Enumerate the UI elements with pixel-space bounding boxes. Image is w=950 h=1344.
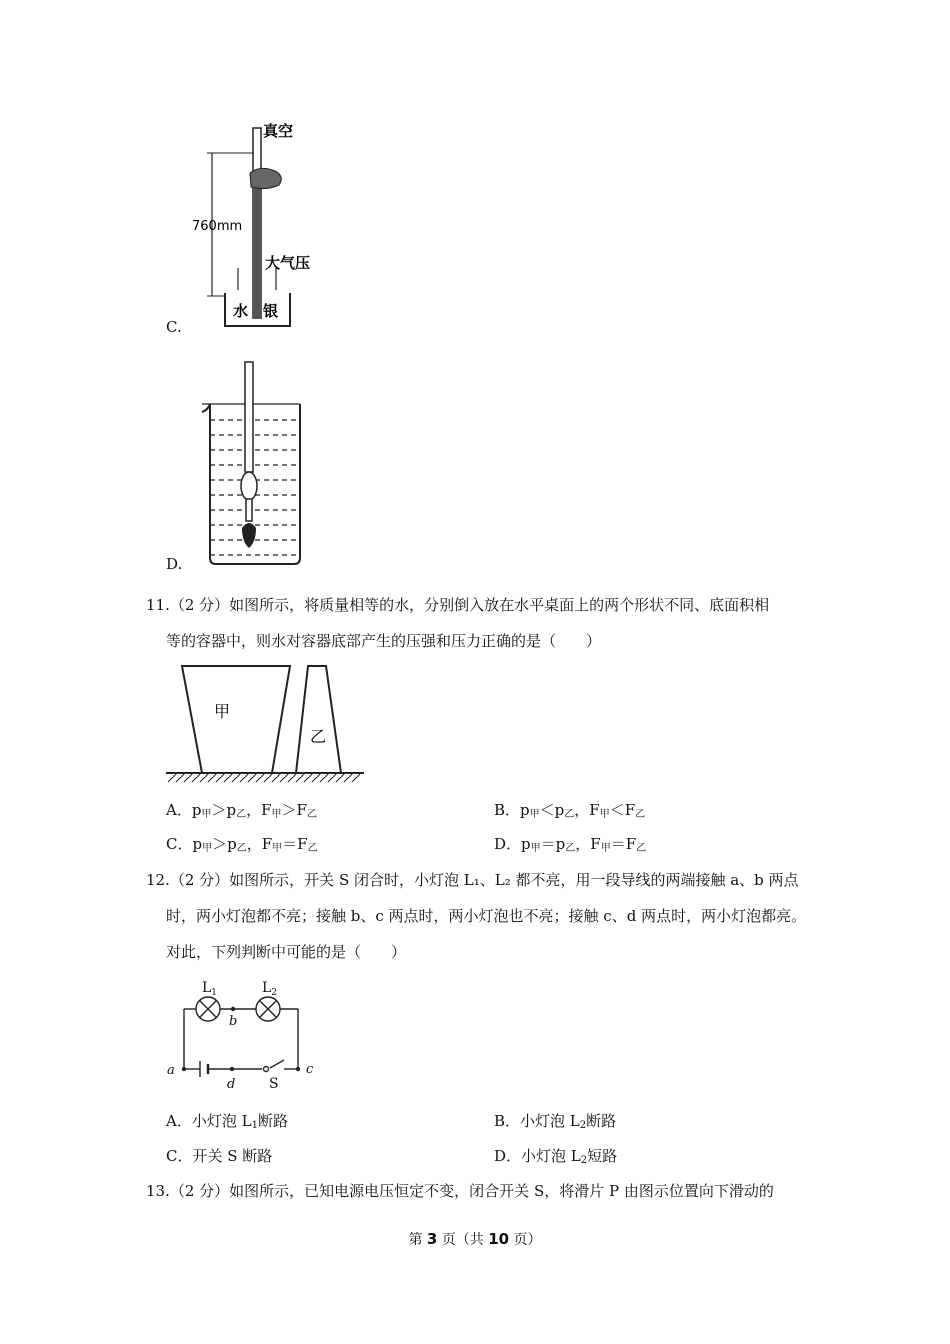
q11-stem-line1 [146, 595, 769, 615]
q12-stem-line3: 对此，下列判断中可能的是（ ） [166, 943, 407, 961]
svg-text:L2 [262, 980, 277, 998]
page-total: 10 [488, 1230, 510, 1248]
label-yi: 乙 [310, 727, 327, 746]
q12-stem-line2: 时，两小灯泡都不亮；接触 b、c 两点时，两小灯泡也不亮；接触 c、d 两点时，两小灯泡都亮。 [166, 907, 807, 925]
label-vacuum: 真空 [263, 122, 294, 140]
page-footer: 第 3 页（共 10 页） [408, 1230, 542, 1248]
q11-option-a[interactable]: A．$p_甲>p_乙$，$F_甲>F_乙$ [166, 801, 317, 820]
q12-option-b[interactable]: B．小灯泡 $L_2$断路 [494, 1112, 617, 1131]
q12-text-1: 如图所示，开关 S 闭合时，小灯泡 L₁、L₂ 都不亮，用一段导线的两端接触 a、b 两点 [229, 871, 799, 889]
q12-stem-line1 [146, 870, 799, 890]
q11-option-c[interactable]: C．$p_甲>p_乙$，$F_甲=F_乙$ [166, 835, 318, 854]
label-silver: 银 [263, 302, 279, 320]
figure-beaker-hydrometer [198, 360, 310, 570]
label-L1-sub: 1 [211, 988, 218, 998]
q13-number: 13. [146, 1182, 170, 1200]
q10-option-c-letter: C. [166, 318, 182, 336]
figure-torricelli-experiment [190, 118, 330, 333]
label-S: S [269, 1076, 279, 1092]
label-b: b [229, 1014, 238, 1029]
figure-two-containers [166, 660, 366, 785]
label-760mm: 760mm [192, 219, 243, 234]
label-a: a [167, 1063, 175, 1078]
figure-circuit [162, 972, 322, 1092]
label-d: d [227, 1077, 236, 1092]
q13-score: （2 分） [169, 1182, 230, 1200]
label-jia: 甲 [214, 702, 231, 721]
q11-option-d[interactable]: D．$p_甲=p_乙$，$F_甲=F_乙$ [494, 835, 647, 854]
label-L2-sub: 2 [271, 988, 278, 998]
q12-number: 12. [146, 871, 170, 889]
q13-stem-line1 [146, 1181, 774, 1201]
q10-option-d-letter: D. [166, 555, 183, 573]
q13-text-1: 如图所示，已知电源电压恒定不变，闭合开关 S，将滑片 P 由图示位置向下滑动的 [229, 1182, 774, 1200]
label-c: c [306, 1062, 314, 1077]
q12-option-a[interactable]: A．小灯泡 $L_1$断路 [166, 1112, 288, 1131]
label-atmospheric-pressure: 大气压 [265, 254, 311, 272]
q12-option-c[interactable]: C．开关 S 断路 [166, 1147, 273, 1165]
q12-score: （2 分） [169, 871, 230, 889]
q12-option-d[interactable]: D．小灯泡 $L_2$短路 [494, 1147, 618, 1166]
svg-text:L1 [202, 980, 217, 998]
q11-number: 11. [146, 596, 170, 614]
q11-option-b[interactable]: B．$p_甲<p_乙$，$F_甲<F_乙$ [494, 801, 646, 820]
q11-stem-line2: 等的容器中，则水对容器底部产生的压强和压力正确的是（ ） [166, 632, 602, 650]
label-L1: L [202, 980, 212, 996]
q11-text-1: 如图所示，将质量相等的水，分别倒入放在水平桌面上的两个形状不同、底面积相 [229, 596, 770, 614]
q11-score: （2 分） [169, 596, 230, 614]
page-number: 3 [426, 1230, 438, 1248]
label-L2: L [262, 980, 272, 996]
label-water: 水 [233, 302, 249, 320]
